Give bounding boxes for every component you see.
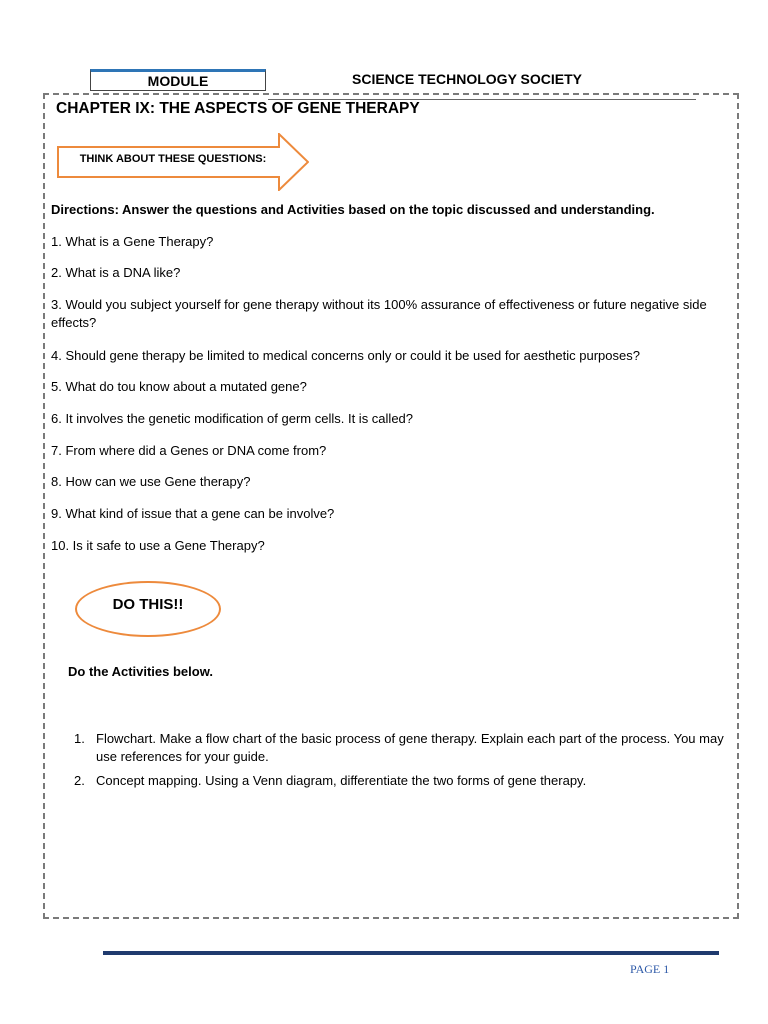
activity-item (74, 772, 724, 790)
question-item: 8. How can we use Gene therapy? (51, 474, 251, 489)
question-item: 9. What kind of issue that a gene can be involve? (51, 506, 335, 521)
question-item: 1. What is a Gene Therapy? (51, 234, 214, 249)
question-item: 2. What is a DNA like? (51, 265, 181, 280)
question-item: 3. Would you subject yourself for gene therapy without its 100% assurance of effectiveness or future negative side effects? (51, 297, 707, 330)
activities-heading: Do the Activities below. (68, 664, 213, 679)
question-item: 5. What do tou know about a mutated gene? (51, 379, 307, 394)
activity-item (74, 730, 724, 766)
do-this-label: DO THIS!! (112, 596, 184, 613)
page-number: PAGE 1 (630, 962, 670, 976)
activity-text: Concept mapping. Using a Venn diagram, differentiate the two forms of gene therapy. (96, 773, 587, 788)
question-item: 4. Should gene therapy be limited to medical concerns only or could it be used for aesthetic purposes? (51, 348, 640, 363)
question-item: 10. Is it safe to use a Gene Therapy? (51, 538, 265, 553)
module-label: MODULE (90, 69, 266, 91)
activity-text: Flowchart. Make a flow chart of the basic process of gene therapy. Explain each part of the process. You may use references for your guide. (96, 731, 724, 764)
activity-number: 1. (74, 731, 85, 746)
arrow-callout-label: THINK ABOUT THESE QUESTIONS: (79, 153, 267, 165)
subject-title: SCIENCE TECHNOLOGY SOCIETY (352, 71, 582, 87)
question-item: 7. From where did a Genes or DNA come from? (51, 443, 327, 458)
chapter-title: CHAPTER IX: THE ASPECTS OF GENE THERAPY (56, 100, 420, 117)
directions-text: Directions: Answer the questions and Activities based on the topic discussed and understanding. (51, 202, 655, 217)
footer-rule (103, 951, 719, 955)
question-item: 6. It involves the genetic modification of germ cells. It is called? (51, 411, 414, 426)
activity-number: 2. (74, 773, 85, 788)
